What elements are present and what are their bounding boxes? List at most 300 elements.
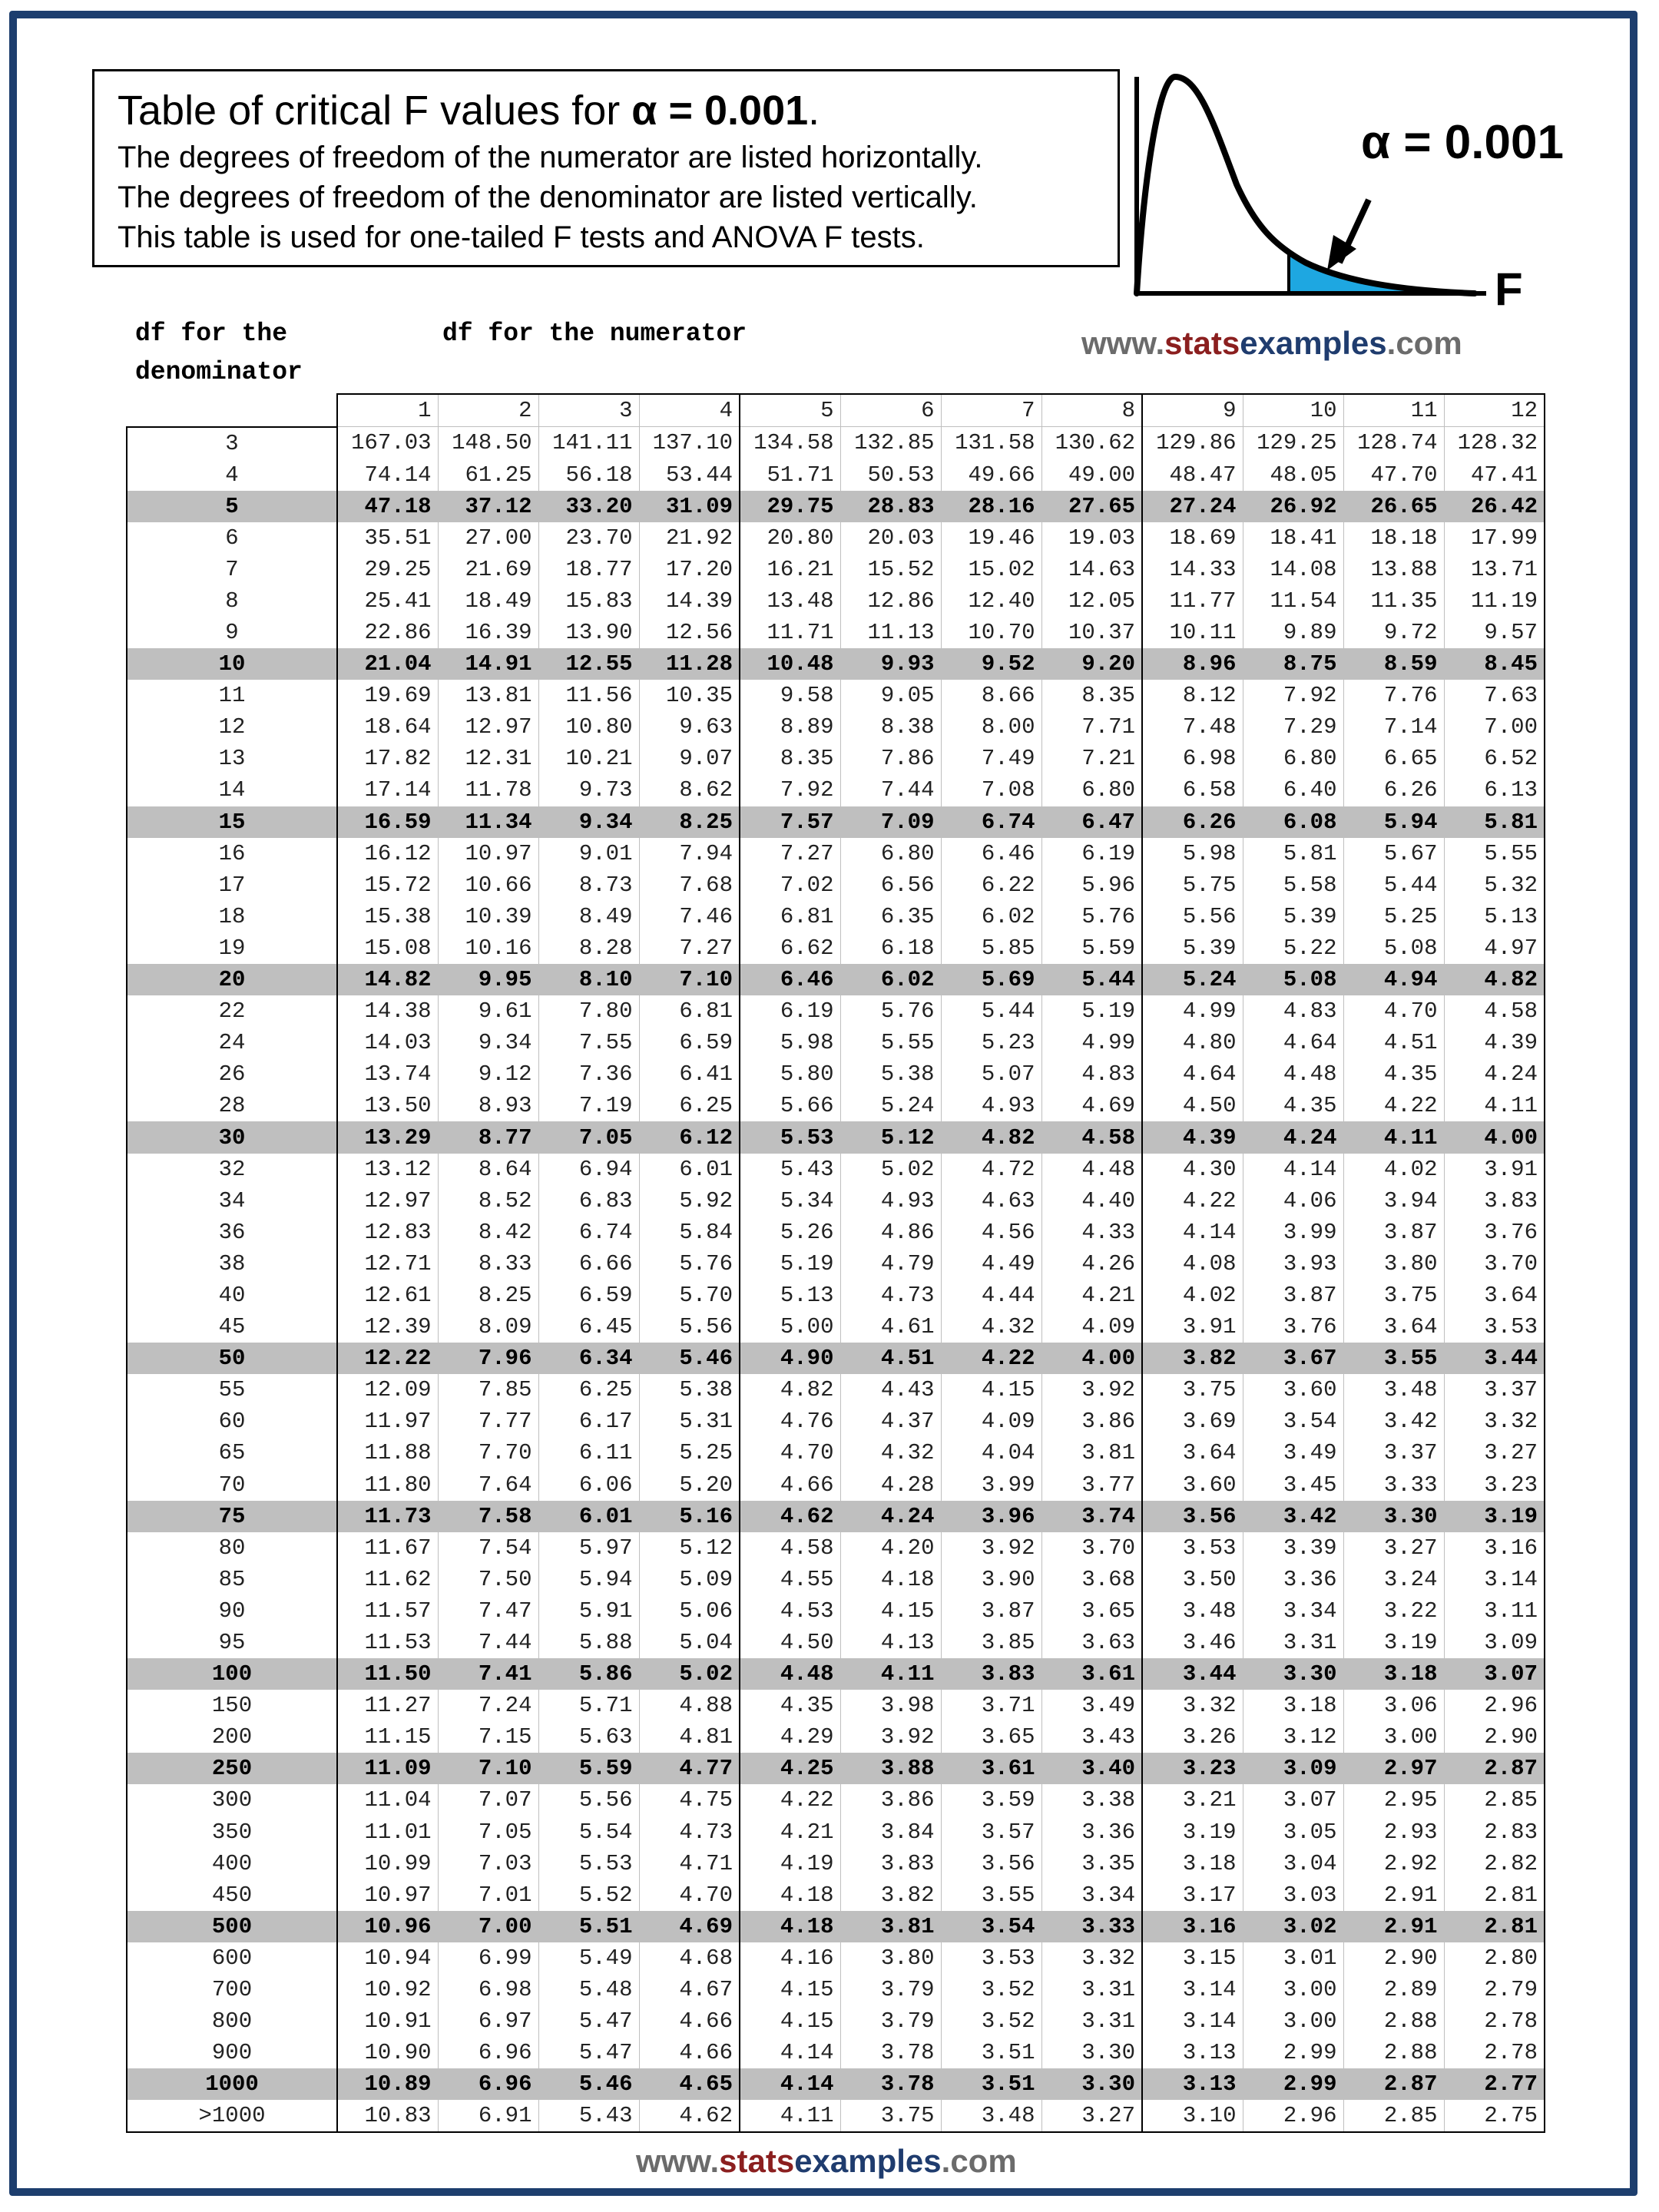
critical-value-cell: 17.82 — [337, 743, 438, 774]
critical-value-cell: 11.67 — [337, 1532, 438, 1564]
critical-value-cell: 9.20 — [1041, 648, 1142, 680]
critical-value-cell: 51.71 — [740, 459, 840, 491]
table-row — [127, 680, 1545, 711]
critical-value-cell: 5.48 — [538, 1974, 639, 2005]
critical-value-cell: 2.79 — [1444, 1974, 1545, 2005]
critical-value-cell: 12.39 — [337, 1311, 438, 1343]
critical-value-cell: 9.93 — [840, 648, 941, 680]
critical-value-cell: 5.94 — [1343, 806, 1444, 838]
critical-value-cell: 16.59 — [337, 806, 438, 838]
site-link-top[interactable]: www.statsexamples.com — [1081, 325, 1462, 361]
critical-value-cell: 5.76 — [639, 1248, 740, 1280]
critical-value-cell: 11.56 — [538, 680, 639, 711]
critical-value-cell: 3.99 — [941, 1469, 1041, 1501]
critical-value-cell: 5.66 — [740, 1090, 840, 1121]
critical-value-cell: 4.13 — [840, 1627, 941, 1658]
critical-value-cell: 5.69 — [941, 964, 1041, 995]
critical-value-cell: 3.31 — [1243, 1627, 1343, 1658]
critical-value-cell: 7.64 — [438, 1469, 538, 1501]
critical-value-cell: 5.02 — [840, 1154, 941, 1185]
critical-value-cell: 7.86 — [840, 743, 941, 774]
table-row — [127, 427, 1545, 459]
critical-value-cell: 8.93 — [438, 1090, 538, 1121]
critical-value-cell: 3.87 — [941, 1595, 1041, 1627]
critical-value-cell: 10.70 — [941, 617, 1041, 648]
critical-value-cell: 2.77 — [1444, 2068, 1545, 2100]
critical-value-cell: 16.39 — [438, 617, 538, 648]
critical-value-cell: 3.18 — [1343, 1658, 1444, 1690]
critical-value-cell: 4.79 — [840, 1248, 941, 1280]
critical-value-cell: 6.80 — [1041, 774, 1142, 806]
critical-value-cell: 4.86 — [840, 1217, 941, 1248]
critical-value-cell: 4.70 — [1343, 995, 1444, 1027]
critical-value-cell: 16.21 — [740, 554, 840, 585]
critical-value-cell: 4.00 — [1444, 1121, 1545, 1153]
critical-value-cell: 3.12 — [1243, 1721, 1343, 1753]
critical-value-cell: 18.69 — [1142, 522, 1243, 554]
critical-value-cell: 5.56 — [538, 1784, 639, 1816]
critical-value-cell: 6.26 — [1343, 774, 1444, 806]
denominator-df-cell: 450 — [127, 1879, 337, 1911]
critical-value-cell: 3.31 — [1041, 2005, 1142, 2037]
critical-value-cell: 5.88 — [538, 1627, 639, 1658]
critical-value-cell: 5.96 — [1041, 869, 1142, 901]
critical-value-cell: 5.02 — [639, 1658, 740, 1690]
critical-value-cell: 17.20 — [639, 554, 740, 585]
critical-value-cell: 4.11 — [740, 2100, 840, 2132]
critical-value-cell: 7.21 — [1041, 743, 1142, 774]
critical-value-cell: 12.55 — [538, 648, 639, 680]
critical-value-cell: 47.70 — [1343, 459, 1444, 491]
critical-value-cell: 6.74 — [538, 1217, 639, 1248]
critical-value-cell: 37.12 — [438, 491, 538, 522]
table-row — [127, 1343, 1545, 1374]
column-header-7: 7 — [941, 394, 1041, 427]
denominator-df-cell: 12 — [127, 711, 337, 743]
denominator-df-cell: 250 — [127, 1753, 337, 1784]
critical-value-cell: 6.62 — [740, 932, 840, 964]
critical-value-cell: 12.22 — [337, 1343, 438, 1374]
critical-value-cell: 8.73 — [538, 869, 639, 901]
table-row — [127, 1911, 1545, 1942]
critical-value-cell: 4.28 — [840, 1469, 941, 1501]
critical-value-cell: 4.65 — [639, 2068, 740, 2100]
table-row — [127, 1784, 1545, 1816]
critical-value-cell: 4.16 — [740, 1942, 840, 1974]
critical-value-cell: 3.86 — [1041, 1406, 1142, 1437]
critical-value-cell: 17.14 — [337, 774, 438, 806]
critical-value-cell: 5.38 — [840, 1058, 941, 1090]
critical-value-cell: 9.58 — [740, 680, 840, 711]
critical-value-cell: 4.62 — [639, 2100, 740, 2132]
critical-value-cell: 4.82 — [941, 1121, 1041, 1153]
denominator-df-cell: 3 — [127, 427, 337, 459]
critical-value-cell: 3.23 — [1444, 1469, 1545, 1501]
critical-value-cell: 3.77 — [1041, 1469, 1142, 1501]
critical-value-cell: 5.46 — [538, 2068, 639, 2100]
table-row — [127, 995, 1545, 1027]
critical-value-cell: 2.75 — [1444, 2100, 1545, 2132]
critical-value-cell: 4.93 — [941, 1090, 1041, 1121]
critical-value-cell: 4.99 — [1041, 1027, 1142, 1058]
critical-value-cell: 4.24 — [840, 1501, 941, 1532]
critical-value-cell: 31.09 — [639, 491, 740, 522]
denominator-df-cell: 200 — [127, 1721, 337, 1753]
critical-value-cell: 15.02 — [941, 554, 1041, 585]
critical-value-cell: 5.04 — [639, 1627, 740, 1658]
critical-value-cell: 3.78 — [840, 2068, 941, 2100]
critical-value-cell: 6.83 — [538, 1185, 639, 1217]
critical-value-cell: 7.49 — [941, 743, 1041, 774]
critical-value-cell: 11.13 — [840, 617, 941, 648]
critical-value-cell: 4.88 — [639, 1690, 740, 1721]
critical-value-cell: 3.30 — [1041, 2068, 1142, 2100]
critical-value-cell: 10.99 — [337, 1848, 438, 1879]
critical-value-cell: 6.02 — [941, 901, 1041, 932]
critical-value-cell: 19.69 — [337, 680, 438, 711]
critical-value-cell: 5.46 — [639, 1343, 740, 1374]
critical-value-cell: 3.52 — [941, 2005, 1041, 2037]
critical-value-cell: 15.52 — [840, 554, 941, 585]
critical-value-cell: 11.01 — [337, 1816, 438, 1848]
denominator-df-cell: 70 — [127, 1469, 337, 1501]
critical-value-cell: 4.48 — [1041, 1154, 1142, 1185]
critical-value-cell: 13.29 — [337, 1121, 438, 1153]
critical-value-cell: 25.41 — [337, 585, 438, 617]
critical-value-cell: 5.85 — [941, 932, 1041, 964]
critical-value-cell: 4.64 — [1142, 1058, 1243, 1090]
critical-value-cell: 5.24 — [840, 1090, 941, 1121]
critical-value-cell: 5.00 — [740, 1311, 840, 1343]
critical-value-cell: 7.44 — [840, 774, 941, 806]
critical-value-cell: 2.82 — [1444, 1848, 1545, 1879]
critical-value-cell: 5.44 — [941, 995, 1041, 1027]
critical-value-cell: 3.13 — [1142, 2037, 1243, 2068]
critical-value-cell: 3.30 — [1343, 1501, 1444, 1532]
denominator-df-cell: 24 — [127, 1027, 337, 1058]
denominator-df-cell: 11 — [127, 680, 337, 711]
critical-value-cell: 15.72 — [337, 869, 438, 901]
critical-value-cell: 10.94 — [337, 1942, 438, 1974]
critical-value-cell: 12.97 — [438, 711, 538, 743]
table-row — [127, 1532, 1545, 1564]
critical-value-cell: 3.14 — [1142, 1974, 1243, 2005]
critical-value-cell: 47.41 — [1444, 459, 1545, 491]
alpha-label: α = 0.001 — [1361, 116, 1564, 169]
critical-value-cell: 4.81 — [639, 1721, 740, 1753]
critical-value-cell: 8.12 — [1142, 680, 1243, 711]
critical-value-cell: 5.55 — [1444, 838, 1545, 869]
column-header-1: 1 — [337, 394, 438, 427]
denominator-df-cell: 90 — [127, 1595, 337, 1627]
critical-value-cell: 4.90 — [740, 1343, 840, 1374]
critical-value-cell: 3.35 — [1041, 1848, 1142, 1879]
critical-value-cell: 8.62 — [639, 774, 740, 806]
denominator-df-cell: 6 — [127, 522, 337, 554]
critical-value-cell: 3.24 — [1343, 1564, 1444, 1595]
critical-value-cell: 3.02 — [1243, 1911, 1343, 1942]
critical-value-cell: 6.13 — [1444, 774, 1545, 806]
f-axis-label: F — [1495, 263, 1523, 315]
critical-value-cell: 3.42 — [1343, 1406, 1444, 1437]
critical-value-cell: 7.03 — [438, 1848, 538, 1879]
critical-value-cell: 8.49 — [538, 901, 639, 932]
critical-value-cell: 4.18 — [740, 1879, 840, 1911]
column-header-9: 9 — [1142, 394, 1243, 427]
critical-value-cell: 3.60 — [1142, 1469, 1243, 1501]
critical-value-cell: 4.40 — [1041, 1185, 1142, 1217]
critical-value-cell: 17.99 — [1444, 522, 1545, 554]
critical-value-cell: 20.03 — [840, 522, 941, 554]
critical-value-cell: 7.76 — [1343, 680, 1444, 711]
f-distribution-figure — [1121, 61, 1644, 315]
critical-value-cell: 12.56 — [639, 617, 740, 648]
table-row — [127, 1595, 1545, 1627]
critical-value-cell: 4.22 — [740, 1784, 840, 1816]
critical-value-cell: 4.29 — [740, 1721, 840, 1753]
column-header-2: 2 — [438, 394, 538, 427]
critical-value-cell: 48.05 — [1243, 459, 1343, 491]
critical-value-cell: 5.53 — [740, 1121, 840, 1153]
critical-value-cell: 3.10 — [1142, 2100, 1243, 2132]
critical-value-cell: 3.34 — [1041, 1879, 1142, 1911]
rejection-region — [1289, 250, 1452, 293]
critical-value-cell: 3.07 — [1243, 1784, 1343, 1816]
critical-value-cell: 6.25 — [538, 1374, 639, 1406]
critical-value-cell: 2.90 — [1444, 1721, 1545, 1753]
critical-value-cell: 3.37 — [1343, 1437, 1444, 1469]
critical-value-cell: 8.75 — [1243, 648, 1343, 680]
critical-value-cell: 11.71 — [740, 617, 840, 648]
table-row — [127, 1753, 1545, 1784]
critical-value-cell: 4.82 — [1444, 964, 1545, 995]
site-link-bottom[interactable]: www.statsexamples.com — [636, 2143, 1017, 2179]
critical-value-cell: 3.79 — [840, 1974, 941, 2005]
critical-value-cell: 3.15 — [1142, 1942, 1243, 1974]
critical-value-cell: 6.08 — [1243, 806, 1343, 838]
critical-value-cell: 3.83 — [840, 1848, 941, 1879]
critical-value-cell: 2.87 — [1343, 2068, 1444, 2100]
critical-value-cell: 3.51 — [941, 2068, 1041, 2100]
critical-value-cell: 3.48 — [1142, 1595, 1243, 1627]
denominator-df-cell: 36 — [127, 1217, 337, 1248]
critical-value-cell: 6.99 — [438, 1942, 538, 1974]
critical-value-cell: 7.00 — [1444, 711, 1545, 743]
critical-value-cell: 7.08 — [941, 774, 1041, 806]
denominator-df-cell: 500 — [127, 1911, 337, 1942]
critical-value-cell: 4.48 — [740, 1658, 840, 1690]
critical-value-cell: 4.69 — [1041, 1090, 1142, 1121]
critical-value-cell: 128.74 — [1343, 427, 1444, 459]
critical-value-cell: 14.39 — [639, 585, 740, 617]
table-row — [127, 1090, 1545, 1121]
description-line-2: The degrees of freedom of the denominator are listed vertically. — [118, 180, 978, 214]
critical-value-cell: 10.92 — [337, 1974, 438, 2005]
critical-value-cell: 4.76 — [740, 1406, 840, 1437]
critical-value-cell: 3.67 — [1243, 1343, 1343, 1374]
critical-value-cell: 9.01 — [538, 838, 639, 869]
critical-value-cell: 3.56 — [941, 1848, 1041, 1879]
critical-value-cell: 4.14 — [740, 2068, 840, 2100]
critical-value-cell: 8.96 — [1142, 648, 1243, 680]
critical-value-cell: 5.39 — [1142, 932, 1243, 964]
denominator-df-cell: 60 — [127, 1406, 337, 1437]
critical-value-cell: 5.63 — [538, 1721, 639, 1753]
critical-value-cell: 5.84 — [639, 1217, 740, 1248]
critical-value-cell: 5.67 — [1343, 838, 1444, 869]
critical-value-cell: 4.06 — [1243, 1185, 1343, 1217]
denominator-df-cell: 5 — [127, 491, 337, 522]
critical-value-cell: 7.14 — [1343, 711, 1444, 743]
critical-value-cell: 3.61 — [941, 1753, 1041, 1784]
table-row — [127, 585, 1545, 617]
critical-value-cell: 2.93 — [1343, 1816, 1444, 1848]
critical-value-cell: 6.01 — [639, 1154, 740, 1185]
critical-value-cell: 6.22 — [941, 869, 1041, 901]
critical-value-cell: 3.87 — [1343, 1217, 1444, 1248]
critical-value-cell: 7.27 — [740, 838, 840, 869]
critical-value-cell: 7.77 — [438, 1406, 538, 1437]
critical-value-cell: 6.59 — [538, 1280, 639, 1311]
denominator-df-cell: 700 — [127, 1974, 337, 2005]
table-row — [127, 1311, 1545, 1343]
critical-value-cell: 7.50 — [438, 1564, 538, 1595]
critical-value-cell: 10.97 — [438, 838, 538, 869]
critical-value-cell: 3.42 — [1243, 1501, 1343, 1532]
critical-value-cell: 3.87 — [1243, 1280, 1343, 1311]
critical-value-cell: 137.10 — [639, 427, 740, 459]
critical-value-cell: 14.82 — [337, 964, 438, 995]
critical-value-cell: 6.80 — [840, 838, 941, 869]
critical-value-cell: 8.38 — [840, 711, 941, 743]
critical-value-cell: 3.71 — [941, 1690, 1041, 1721]
denominator-df-cell: 15 — [127, 806, 337, 838]
critical-value-cell: 11.97 — [337, 1406, 438, 1437]
critical-value-cell: 3.79 — [840, 2005, 941, 2037]
critical-value-cell: 5.81 — [1243, 838, 1343, 869]
critical-value-cell: 4.68 — [639, 1942, 740, 1974]
critical-value-cell: 4.99 — [1142, 995, 1243, 1027]
critical-value-cell: 2.89 — [1343, 1974, 1444, 2005]
critical-value-cell: 6.66 — [538, 1248, 639, 1280]
critical-value-cell: 7.10 — [438, 1753, 538, 1784]
critical-value-cell: 5.39 — [1243, 901, 1343, 932]
denominator-df-cell: 19 — [127, 932, 337, 964]
critical-value-cell: 7.10 — [639, 964, 740, 995]
denominator-df-cell: 26 — [127, 1058, 337, 1090]
table-row — [127, 1564, 1545, 1595]
critical-value-cell: 5.76 — [1041, 901, 1142, 932]
critical-value-cell: 5.43 — [538, 2100, 639, 2132]
critical-value-cell: 7.68 — [639, 869, 740, 901]
critical-value-cell: 4.04 — [941, 1437, 1041, 1469]
critical-value-cell: 4.14 — [1243, 1154, 1343, 1185]
critical-value-cell: 29.25 — [337, 554, 438, 585]
critical-value-cell: 7.27 — [639, 932, 740, 964]
critical-value-cell: 6.74 — [941, 806, 1041, 838]
denominator-df-cell: 800 — [127, 2005, 337, 2037]
critical-value-cell: 9.12 — [438, 1058, 538, 1090]
critical-value-cell: 9.34 — [538, 806, 639, 838]
numerator-label: df for the numerator — [442, 320, 747, 348]
denominator-df-cell: 50 — [127, 1343, 337, 1374]
critical-value-cell: 12.31 — [438, 743, 538, 774]
critical-value-cell: 61.25 — [438, 459, 538, 491]
critical-value-cell: 23.70 — [538, 522, 639, 554]
critical-value-cell: 11.15 — [337, 1721, 438, 1753]
critical-value-cell: 11.35 — [1343, 585, 1444, 617]
critical-value-cell: 5.81 — [1444, 806, 1545, 838]
critical-value-cell: 5.43 — [740, 1154, 840, 1185]
critical-value-cell: 4.39 — [1142, 1121, 1243, 1153]
critical-value-cell: 3.43 — [1041, 1721, 1142, 1753]
critical-value-cell: 3.53 — [1142, 1532, 1243, 1564]
table-row — [127, 1374, 1545, 1406]
denominator-df-cell: 150 — [127, 1690, 337, 1721]
critical-value-cell: 3.83 — [1444, 1185, 1545, 1217]
critical-value-cell: 4.58 — [1041, 1121, 1142, 1153]
column-header-4: 4 — [639, 394, 740, 427]
critical-value-cell: 14.03 — [337, 1027, 438, 1058]
critical-value-cell: 28.16 — [941, 491, 1041, 522]
table-row — [127, 901, 1545, 932]
critical-value-cell: 7.92 — [1243, 680, 1343, 711]
table-row — [127, 2037, 1545, 2068]
table-row — [127, 1627, 1545, 1658]
critical-value-cell: 4.58 — [1444, 995, 1545, 1027]
critical-value-cell: 4.82 — [740, 1374, 840, 1406]
critical-value-cell: 19.03 — [1041, 522, 1142, 554]
critical-value-cell: 4.63 — [941, 1185, 1041, 1217]
critical-value-cell: 3.85 — [941, 1627, 1041, 1658]
table-row — [127, 1879, 1545, 1911]
table-row — [127, 1217, 1545, 1248]
critical-value-cell: 16.12 — [337, 838, 438, 869]
critical-value-cell: 18.18 — [1343, 522, 1444, 554]
critical-value-cell: 5.76 — [840, 995, 941, 1027]
critical-value-cell: 2.91 — [1343, 1879, 1444, 1911]
critical-value-cell: 5.22 — [1243, 932, 1343, 964]
critical-value-cell: 14.38 — [337, 995, 438, 1027]
table-row — [127, 2068, 1545, 2100]
critical-value-cell: 4.71 — [639, 1848, 740, 1879]
f-density-curve — [1137, 77, 1475, 293]
critical-value-cell: 4.35 — [1343, 1058, 1444, 1090]
critical-value-cell: 4.09 — [1041, 1311, 1142, 1343]
table-row — [127, 964, 1545, 995]
critical-value-cell: 4.50 — [740, 1627, 840, 1658]
critical-value-cell: 5.13 — [1444, 901, 1545, 932]
critical-value-cell: 4.21 — [1041, 1280, 1142, 1311]
column-header-5: 5 — [740, 394, 840, 427]
critical-value-cell: 29.75 — [740, 491, 840, 522]
critical-value-cell: 6.59 — [639, 1027, 740, 1058]
denominator-df-cell: 32 — [127, 1154, 337, 1185]
critical-value-cell: 10.97 — [337, 1879, 438, 1911]
critical-value-cell: 5.19 — [1041, 995, 1142, 1027]
table-row — [127, 774, 1545, 806]
critical-value-cell: 3.80 — [1343, 1248, 1444, 1280]
critical-value-cell: 3.74 — [1041, 1501, 1142, 1532]
critical-value-cell: 26.65 — [1343, 491, 1444, 522]
critical-value-cell: 3.48 — [1343, 1374, 1444, 1406]
critical-value-cell: 6.47 — [1041, 806, 1142, 838]
critical-value-cell: 4.61 — [840, 1311, 941, 1343]
critical-value-cell: 3.69 — [1142, 1406, 1243, 1437]
critical-value-cell: 5.55 — [840, 1027, 941, 1058]
critical-value-cell: 8.35 — [1041, 680, 1142, 711]
critical-value-cell: 4.55 — [740, 1564, 840, 1595]
